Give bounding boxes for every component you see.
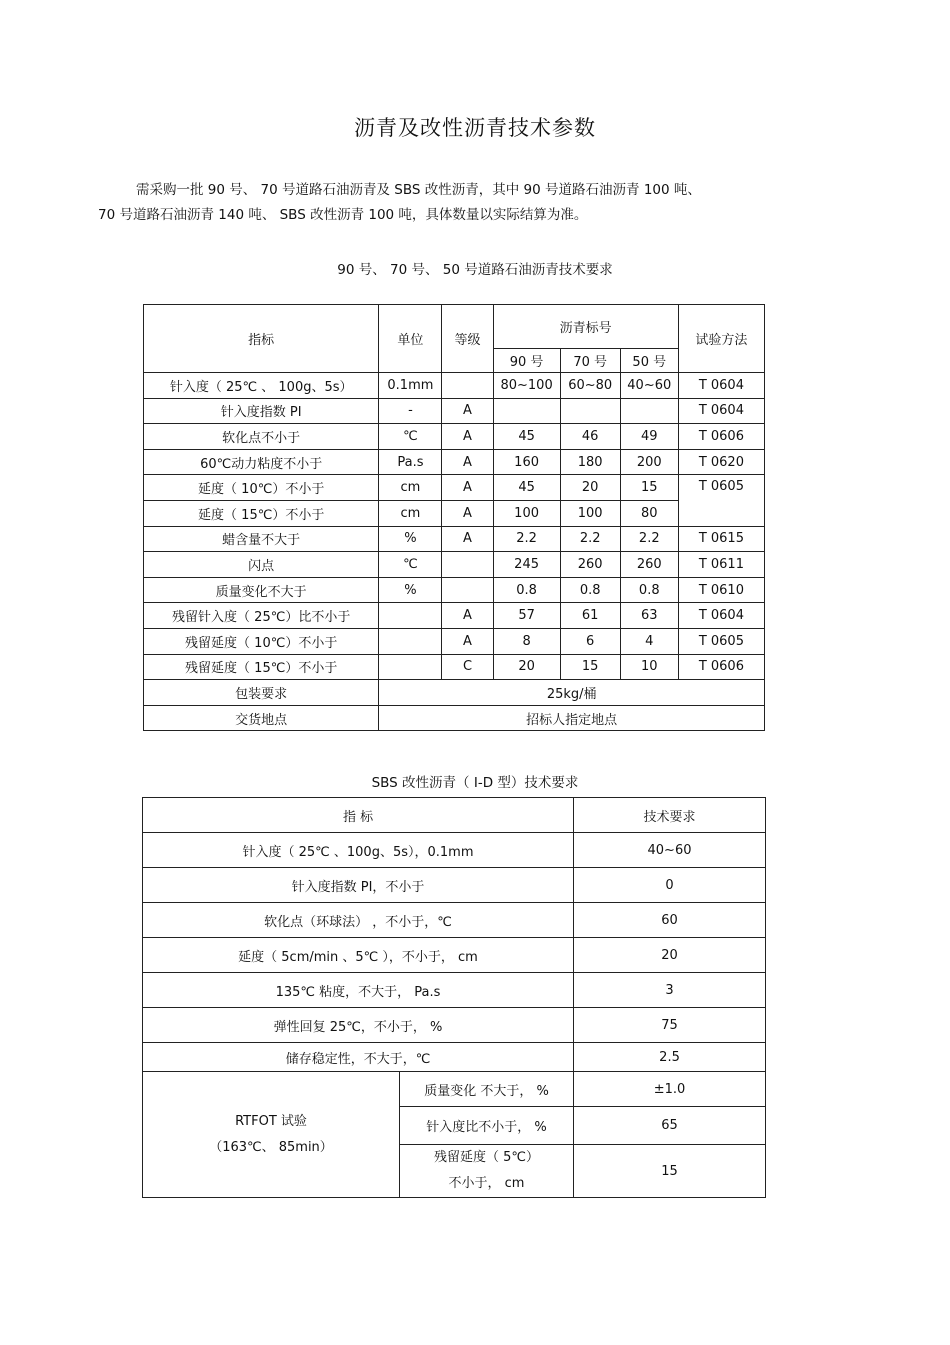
header-unit: 单位 xyxy=(379,305,442,373)
table-row xyxy=(144,654,765,680)
cell-70: 46 xyxy=(560,424,620,450)
cell-method: T 0604 xyxy=(678,373,764,399)
cell-70: 260 xyxy=(560,552,620,578)
cell-method: T 0615 xyxy=(678,526,764,552)
cell-50: 49 xyxy=(620,424,678,450)
cell-value: ±1.0 xyxy=(574,1072,766,1107)
table-row xyxy=(143,868,766,903)
cell-90: 8 xyxy=(493,628,560,654)
cell-50: 200 xyxy=(620,449,678,475)
cell-70: 15 xyxy=(560,654,620,680)
cell-name: 闪点 xyxy=(144,552,379,578)
header-index: 指标 xyxy=(144,305,379,373)
rtfot-label-line-2: （163℃、 85min） xyxy=(209,1139,333,1155)
header-method: 试验方法 xyxy=(678,305,764,373)
cell-name: 60℃动力粘度不小于 xyxy=(144,449,379,475)
table1-caption: 90 号、 70 号、 50 号道路石油沥青技术要求 xyxy=(337,262,613,278)
cell-50: 80 xyxy=(620,500,678,526)
cell-method: T 0620 xyxy=(678,449,764,475)
table-row xyxy=(143,903,766,938)
cell-value: 15 xyxy=(574,1145,766,1198)
cell-unit: cm xyxy=(379,475,442,501)
cell-90: 57 xyxy=(493,603,560,629)
cell-name: 135℃ 粘度，不大于， Pa.s xyxy=(143,973,574,1008)
cell-70: 2.2 xyxy=(560,526,620,552)
cell-70: 20 xyxy=(560,475,620,501)
cell-name: 针入度（ 25℃ 、 100g、5s） xyxy=(144,373,379,399)
cell-method: T 0606 xyxy=(678,654,764,680)
cell-70: 6 xyxy=(560,628,620,654)
table-row xyxy=(144,373,765,399)
cell-name: 针入度比不小于， % xyxy=(400,1107,574,1145)
cell-value: 40~60 xyxy=(574,833,766,868)
delivery-value: 招标人指定地点 xyxy=(379,705,765,731)
table-row xyxy=(143,1008,766,1043)
table1-header-row xyxy=(144,305,765,349)
cell-name: 延度（ 15℃）不小于 xyxy=(144,500,379,526)
cell-name: 残留延度（ 15℃）不小于 xyxy=(144,654,379,680)
cell-name: 蜡含量不大于 xyxy=(144,526,379,552)
cell-name: 延度（ 10℃）不小于 xyxy=(144,475,379,501)
table2-header-row xyxy=(143,798,766,833)
cell-value: 0 xyxy=(574,868,766,903)
header-grade: 等级 xyxy=(442,305,493,373)
cell-name: 质量变化不大于 xyxy=(144,577,379,603)
cell-70: 61 xyxy=(560,603,620,629)
cell-grade: A xyxy=(442,398,493,424)
cell-unit xyxy=(379,628,442,654)
cell-value: 2.5 xyxy=(574,1043,766,1072)
cell-50: 4 xyxy=(620,628,678,654)
cell-name: 弹性回复 25℃，不小于， % xyxy=(143,1008,574,1043)
intro-line-1: 需采购一批 90 号、 70 号道路石油沥青及 SBS 改性沥青，其中 90 号道路石油沥青 100 吨、 xyxy=(136,182,701,198)
cell-value: 3 xyxy=(574,973,766,1008)
cell-grade: C xyxy=(442,654,493,680)
cell-name: 残留延度（ 10℃）不小于 xyxy=(144,628,379,654)
cell-90: 80~100 xyxy=(493,373,560,399)
cell-unit xyxy=(379,603,442,629)
cell-70: 0.8 xyxy=(560,577,620,603)
cell-unit: cm xyxy=(379,500,442,526)
cell-name: 延度（ 5cm/min 、5℃ ），不小于， cm xyxy=(143,938,574,973)
cell-method: T 0611 xyxy=(678,552,764,578)
cell-method: T 0606 xyxy=(678,424,764,450)
table-row xyxy=(144,449,765,475)
table-row xyxy=(144,577,765,603)
cell-name: 软化点（环球法） ，不小于，℃ xyxy=(143,903,574,938)
table-row xyxy=(144,475,765,501)
cell-90: 2.2 xyxy=(493,526,560,552)
asphalt-spec-table xyxy=(143,304,765,731)
cell-50: 260 xyxy=(620,552,678,578)
table-row xyxy=(144,628,765,654)
packaging-value: 25kg/桶 xyxy=(379,680,765,706)
cell-method: T 0610 xyxy=(678,577,764,603)
cell-name: 针入度指数 PI xyxy=(144,398,379,424)
cell-grade: A xyxy=(442,603,493,629)
table-row xyxy=(143,1072,766,1107)
cell-unit: % xyxy=(379,577,442,603)
cell-90: 45 xyxy=(493,475,560,501)
cell-name: 残留针入度（ 25℃）比不小于 xyxy=(144,603,379,629)
cell-unit xyxy=(379,654,442,680)
cell-unit: Pa.s xyxy=(379,449,442,475)
cell-70: 60~80 xyxy=(560,373,620,399)
cell-name: 质量变化 不大于， % xyxy=(400,1072,574,1107)
header-grade-90: 90 号 xyxy=(493,349,560,373)
header-index: 指 标 xyxy=(143,798,574,833)
cell-name: 软化点不小于 xyxy=(144,424,379,450)
page-title: 沥青及改性沥青技术参数 xyxy=(354,116,596,140)
cell-90: 45 xyxy=(493,424,560,450)
header-label-group: 沥青标号 xyxy=(493,305,678,349)
table-row xyxy=(143,833,766,868)
cell-name xyxy=(400,1145,574,1198)
cell-50: 0.8 xyxy=(620,577,678,603)
cell-90: 20 xyxy=(493,654,560,680)
table-row xyxy=(144,526,765,552)
cell-unit: - xyxy=(379,398,442,424)
intro-paragraph xyxy=(98,178,818,228)
delivery-row xyxy=(144,705,765,731)
cell-unit: ℃ xyxy=(379,552,442,578)
table-row xyxy=(144,552,765,578)
cell-grade xyxy=(442,552,493,578)
cell-value: 60 xyxy=(574,903,766,938)
packaging-row xyxy=(144,680,765,706)
cell-method: T 0605 xyxy=(678,628,764,654)
cell-grade: A xyxy=(442,449,493,475)
packaging-label: 包装要求 xyxy=(144,680,379,706)
cell-unit: 0.1mm xyxy=(379,373,442,399)
cell-50: 63 xyxy=(620,603,678,629)
table2-caption: SBS 改性沥青（ I-D 型）技术要求 xyxy=(371,775,579,791)
rtfot-label-line-1: RTFOT 试验 xyxy=(235,1113,307,1129)
cell-50 xyxy=(620,398,678,424)
cell-grade: A xyxy=(442,526,493,552)
header-grade-70: 70 号 xyxy=(560,349,620,373)
cell-unit: % xyxy=(379,526,442,552)
table-row xyxy=(144,500,765,526)
table-row xyxy=(143,1043,766,1072)
cell-method: T 0604 xyxy=(678,398,764,424)
intro-line-2: 70 号道路石油沥青 140 吨、 SBS 改性沥青 100 吨，具体数量以实际结算为准。 xyxy=(98,207,588,223)
table-row xyxy=(144,424,765,450)
rtfot-label xyxy=(143,1072,400,1198)
cell-grade xyxy=(442,577,493,603)
table-row xyxy=(144,398,765,424)
cell-value: 20 xyxy=(574,938,766,973)
cell-70: 100 xyxy=(560,500,620,526)
cell-name: 针入度（ 25℃ 、100g、5s），0.1mm xyxy=(143,833,574,868)
cell-value: 75 xyxy=(574,1008,766,1043)
cell-grade: A xyxy=(442,500,493,526)
cell-name-line-1: 残留延度（ 5℃） xyxy=(434,1150,540,1165)
cell-name: 储存稳定性，不大于，℃ xyxy=(143,1043,574,1072)
cell-70: 180 xyxy=(560,449,620,475)
cell-50: 10 xyxy=(620,654,678,680)
cell-70 xyxy=(560,398,620,424)
cell-grade: A xyxy=(442,475,493,501)
cell-unit: ℃ xyxy=(379,424,442,450)
cell-90: 100 xyxy=(493,500,560,526)
cell-90: 160 xyxy=(493,449,560,475)
cell-method: T 0604 xyxy=(678,603,764,629)
table-row xyxy=(143,973,766,1008)
cell-50: 2.2 xyxy=(620,526,678,552)
cell-grade: A xyxy=(442,628,493,654)
cell-50: 40~60 xyxy=(620,373,678,399)
header-requirement: 技术要求 xyxy=(574,798,766,833)
cell-90: 0.8 xyxy=(493,577,560,603)
cell-name: 针入度指数 PI，不小于 xyxy=(143,868,574,903)
table-row xyxy=(143,938,766,973)
header-grade-50: 50 号 xyxy=(620,349,678,373)
delivery-label: 交货地点 xyxy=(144,705,379,731)
cell-name-line-2: 不小于， cm xyxy=(448,1176,525,1191)
cell-grade xyxy=(442,373,493,399)
cell-50: 15 xyxy=(620,475,678,501)
sbs-spec-table xyxy=(142,797,766,1198)
cell-90 xyxy=(493,398,560,424)
cell-90: 245 xyxy=(493,552,560,578)
table-row xyxy=(144,603,765,629)
cell-value: 65 xyxy=(574,1107,766,1145)
cell-method: T 0605 xyxy=(678,475,764,526)
cell-grade: A xyxy=(442,424,493,450)
